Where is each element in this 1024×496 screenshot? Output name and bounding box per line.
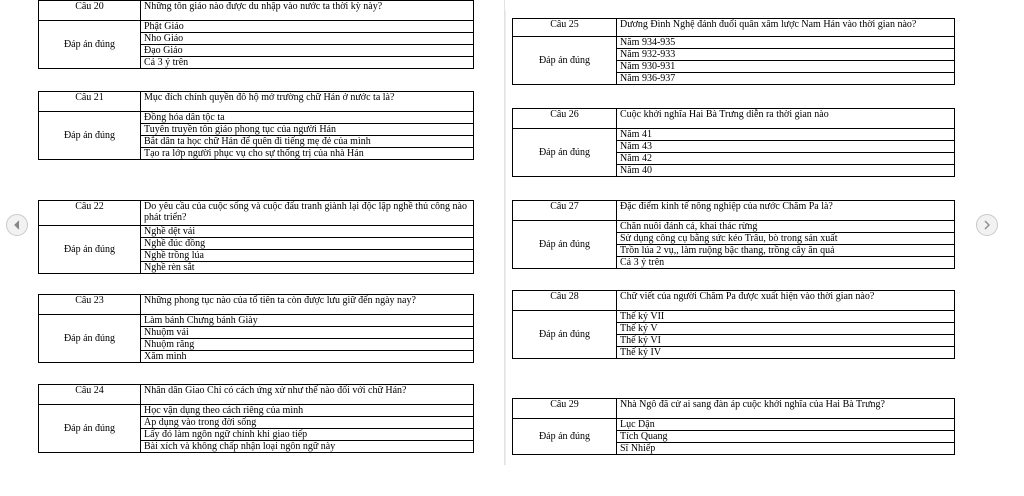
answer-option: Sĩ Nhiếp: [617, 443, 955, 455]
question-table-22: [38, 200, 474, 274]
answer-option: Học vận dụng theo cách riêng của mình: [141, 405, 474, 417]
question-number: Câu 25: [513, 19, 617, 37]
answer-option: Chăn nuôi đánh cá, khai thác rừng: [617, 221, 955, 233]
question-text: Cuộc khởi nghĩa Hai Bà Trưng diễn ra thời gian nào: [617, 109, 955, 129]
answer-option: Năm 43: [617, 141, 955, 153]
question-number: Câu 28: [513, 291, 617, 311]
prev-page-button[interactable]: [6, 214, 28, 236]
answer-option: Nho Giáo: [141, 33, 474, 45]
question-text: Đặc điểm kinh tế nông nghiệp của nước Chăm Pa là?: [617, 201, 955, 221]
question-number: Câu 21: [39, 92, 141, 112]
answer-option: Bài xích và không chấp nhận loại ngôn ngữ này: [141, 441, 474, 453]
question-text: Dương Đình Nghệ đánh đuổi quân xâm lược Nam Hán vào thời gian nào?: [617, 19, 955, 37]
answer-row: [513, 221, 955, 233]
answer-option: Đồng hóa dân tộc ta: [141, 112, 474, 124]
answer-option: Năm 41: [617, 129, 955, 141]
document-page-right: [505, 10, 959, 465]
answer-option: Sử dụng công cụ bằng sức kéo Trâu, bò trong sản xuất: [617, 233, 955, 245]
chevron-right-icon: [982, 220, 992, 230]
question-row: [513, 109, 955, 129]
question-number: Câu 20: [39, 1, 141, 21]
answer-option: Thế kỷ V: [617, 323, 955, 335]
question-number: Câu 23: [39, 295, 141, 315]
question-row: [39, 295, 474, 315]
answer-option: Nhuộm răng: [141, 339, 474, 351]
answer-option: Thế kỷ VII: [617, 311, 955, 323]
answer-row: [39, 405, 474, 417]
answer-option: Nghề trồng lúa: [141, 250, 474, 262]
question-number: Câu 26: [513, 109, 617, 129]
answer-row: [513, 419, 955, 431]
answer-row: [39, 226, 474, 238]
answer-option: Làm bánh Chưng bánh Giày: [141, 315, 474, 327]
question-text: Mục đích chính quyền đô hộ mở trường chữ Hán ở nước ta là?: [141, 92, 474, 112]
question-row: [513, 19, 955, 37]
question-text: Nhà Ngô đã cử ai sang đàn áp cuộc khởi nghĩa của Hai Bà Trưng?: [617, 399, 955, 419]
answer-option: Thế kỷ VI: [617, 335, 955, 347]
answer-label: Đáp án đúng: [513, 221, 617, 269]
answer-option: Áp dụng vào trong đời sống: [141, 417, 474, 429]
question-number: Câu 27: [513, 201, 617, 221]
question-table-26: [512, 108, 955, 177]
answer-label: Đáp án đúng: [513, 311, 617, 359]
answer-option: Năm 936-937: [617, 73, 955, 85]
question-table-28: [512, 290, 955, 359]
question-row: [39, 92, 474, 112]
question-row: [39, 201, 474, 226]
answer-row: [513, 37, 955, 49]
question-table-25: [512, 18, 955, 85]
answer-row: [513, 129, 955, 141]
answer-row: [513, 311, 955, 323]
question-table-20: [38, 0, 474, 69]
answer-label: Đáp án đúng: [39, 405, 141, 453]
question-row: [39, 1, 474, 21]
answer-row: [39, 315, 474, 327]
answer-option: Thế kỷ IV: [617, 347, 955, 359]
answer-option: Trồn lúa 2 vụ,, làm ruộng bậc thang, trồng cây ăn quả: [617, 245, 955, 257]
answer-option: Bắt dân ta học chữ Hán để quên đi tiếng mẹ đẻ của mình: [141, 136, 474, 148]
answer-option: Xăm mình: [141, 351, 474, 363]
chevron-left-icon: [12, 220, 22, 230]
question-table-29: [512, 398, 955, 455]
question-text: Những tôn giáo nào được du nhập vào nước ta thời kỳ này?: [141, 1, 474, 21]
answer-label: Đáp án đúng: [39, 21, 141, 69]
answer-row: [39, 112, 474, 124]
answer-label: Đáp án đúng: [513, 419, 617, 455]
answer-option: Cả 3 ý trên: [141, 57, 474, 69]
answer-option: Phật Giáo: [141, 21, 474, 33]
question-table-24: [38, 384, 474, 453]
answer-option: Lấy đó làm ngôn ngữ chính khi giao tiếp: [141, 429, 474, 441]
question-text: Nhân dân Giao Chỉ có cách ứng xử như thế nào đối với chữ Hán?: [141, 385, 474, 405]
question-text: Do yêu cầu của cuộc sống và cuộc đấu tranh giành lại độc lập nghề thủ công nào phát triển?: [141, 201, 474, 226]
answer-option: Nghề đúc đồng: [141, 238, 474, 250]
answer-label: Đáp án đúng: [39, 315, 141, 363]
answer-option: Đạo Giáo: [141, 45, 474, 57]
answer-option: Năm 930-931: [617, 61, 955, 73]
answer-option: Tạo ra lớp người phục vụ cho sự thống trị của nhà Hán: [141, 148, 474, 160]
answer-label: Đáp án đúng: [39, 112, 141, 160]
answer-row: [39, 21, 474, 33]
answer-option: Tích Quang: [617, 431, 955, 443]
answer-option: Năm 40: [617, 165, 955, 177]
answer-option: Cả 3 ý trên: [617, 257, 955, 269]
answer-option: Lục Dận: [617, 419, 955, 431]
answer-option: Nghề rèn sắt: [141, 262, 474, 274]
question-number: Câu 24: [39, 385, 141, 405]
question-text: Những phong tục nào của tổ tiên ta còn được lưu giữ đến ngày nay?: [141, 295, 474, 315]
next-page-button[interactable]: [976, 214, 998, 236]
answer-option: Nhuộm vải: [141, 327, 474, 339]
answer-option: Năm 932-933: [617, 49, 955, 61]
question-row: [513, 399, 955, 419]
answer-option: Năm 934-935: [617, 37, 955, 49]
answer-option: Tuyên truyền tôn giáo phong tục của người Hán: [141, 124, 474, 136]
answer-label: Đáp án đúng: [513, 129, 617, 177]
question-table-27: [512, 200, 955, 269]
answer-label: Đáp án đúng: [513, 37, 617, 85]
answer-option: Năm 42: [617, 153, 955, 165]
question-row: [513, 201, 955, 221]
question-number: Câu 29: [513, 399, 617, 419]
question-row: [39, 385, 474, 405]
answer-option: Nghề dệt vải: [141, 226, 474, 238]
question-text: Chữ viết của người Chăm Pa được xuất hiện vào thời gian nào?: [617, 291, 955, 311]
document-page-left: [30, 0, 505, 465]
answer-label: Đáp án đúng: [39, 226, 141, 274]
question-number: Câu 22: [39, 201, 141, 226]
question-table-21: [38, 91, 474, 160]
question-row: [513, 291, 955, 311]
question-table-23: [38, 294, 474, 363]
